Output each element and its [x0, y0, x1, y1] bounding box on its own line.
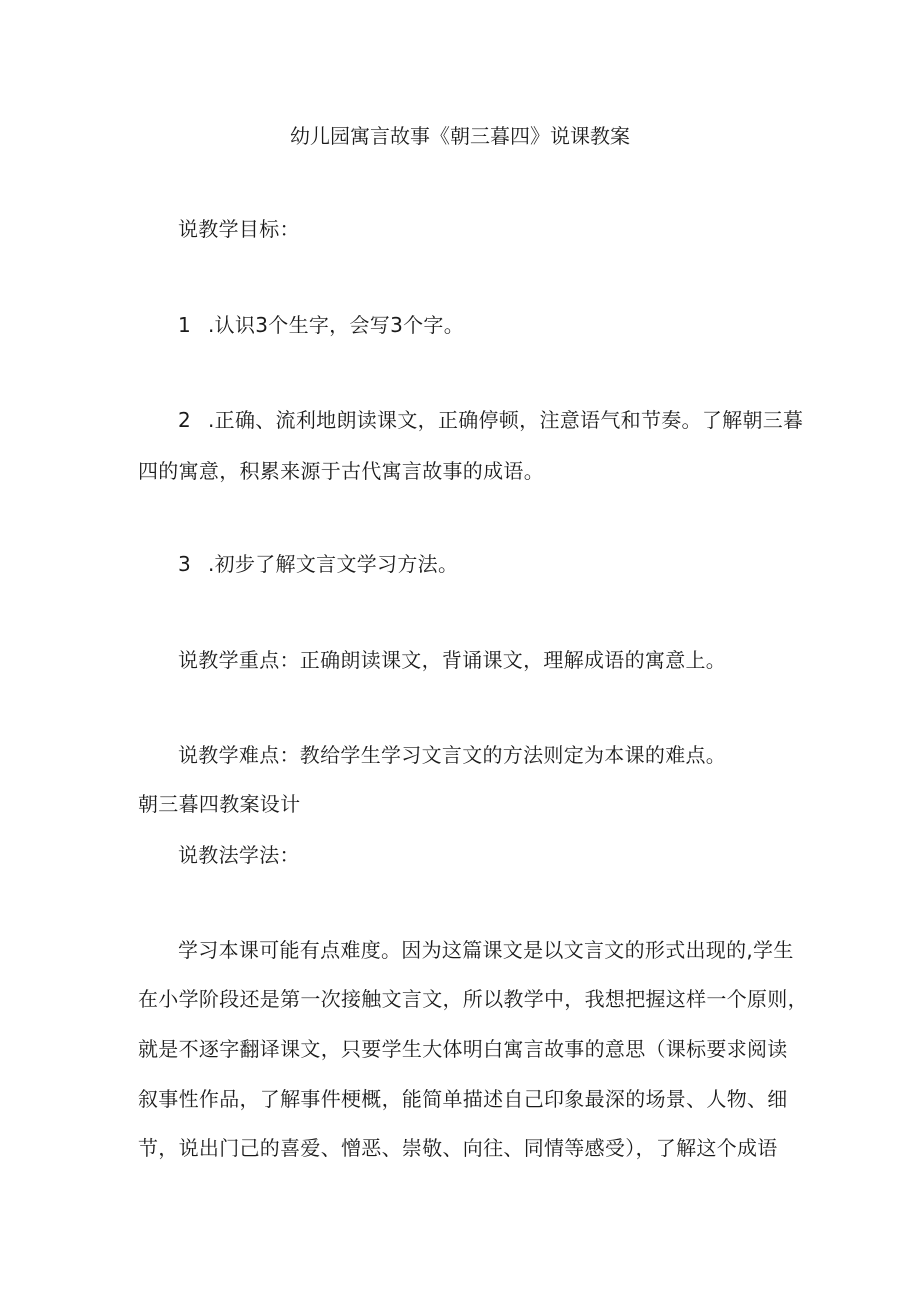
paragraph-line: 学习本课可能有点难度。因为这篇课文是以文言文的形式出现的,学生	[178, 938, 794, 962]
goal-item-3	[178, 552, 458, 576]
goal-item-2	[178, 408, 803, 432]
method-heading: 说教法学法：	[178, 843, 300, 867]
goals-heading: 说教学目标：	[178, 217, 300, 241]
goal-text: .正确、流利地朗读课文，正确停顿，注意语气和节奏。了解朝三暮	[208, 408, 804, 432]
difficulty: 说教学难点：教给学生学习文言文的方法则定为本课的难点。	[178, 743, 727, 767]
paragraph-line: 叙事性作品，了解事件梗概，能简单描述自己印象最深的场景、人物、细	[138, 1087, 788, 1111]
key-point: 说教学重点：正确朗读课文，背诵课文，理解成语的寓意上。	[178, 648, 727, 672]
goal-number: 1	[178, 313, 192, 337]
goal-item-1	[178, 313, 464, 337]
goal-number: 2	[178, 408, 192, 432]
paragraph-line: 就是不逐字翻译课文，只要学生大体明白寓言故事的意思（课标要求阅读	[138, 1037, 788, 1061]
goal-text: .认识3个生字，会写3个字。	[208, 313, 465, 337]
goal-number: 3	[178, 552, 192, 576]
goal-text: .初步了解文言文学习方法。	[208, 552, 459, 576]
document-title: 幼儿园寓言故事《朝三暮四》说课教案	[290, 124, 630, 148]
design-heading: 朝三暮四教案设计	[138, 792, 301, 816]
paragraph-line: 在小学阶段还是第一次接触文言文，所以教学中，我想把握这样一个原则，	[138, 987, 808, 1011]
goal-item-2-continuation: 四的寓意，积累来源于古代寓言故事的成语。	[138, 459, 544, 483]
paragraph-line: 节，说出门己的喜爱、憎恶、崇敬、向往、同情等感受），了解这个成语	[138, 1136, 778, 1160]
